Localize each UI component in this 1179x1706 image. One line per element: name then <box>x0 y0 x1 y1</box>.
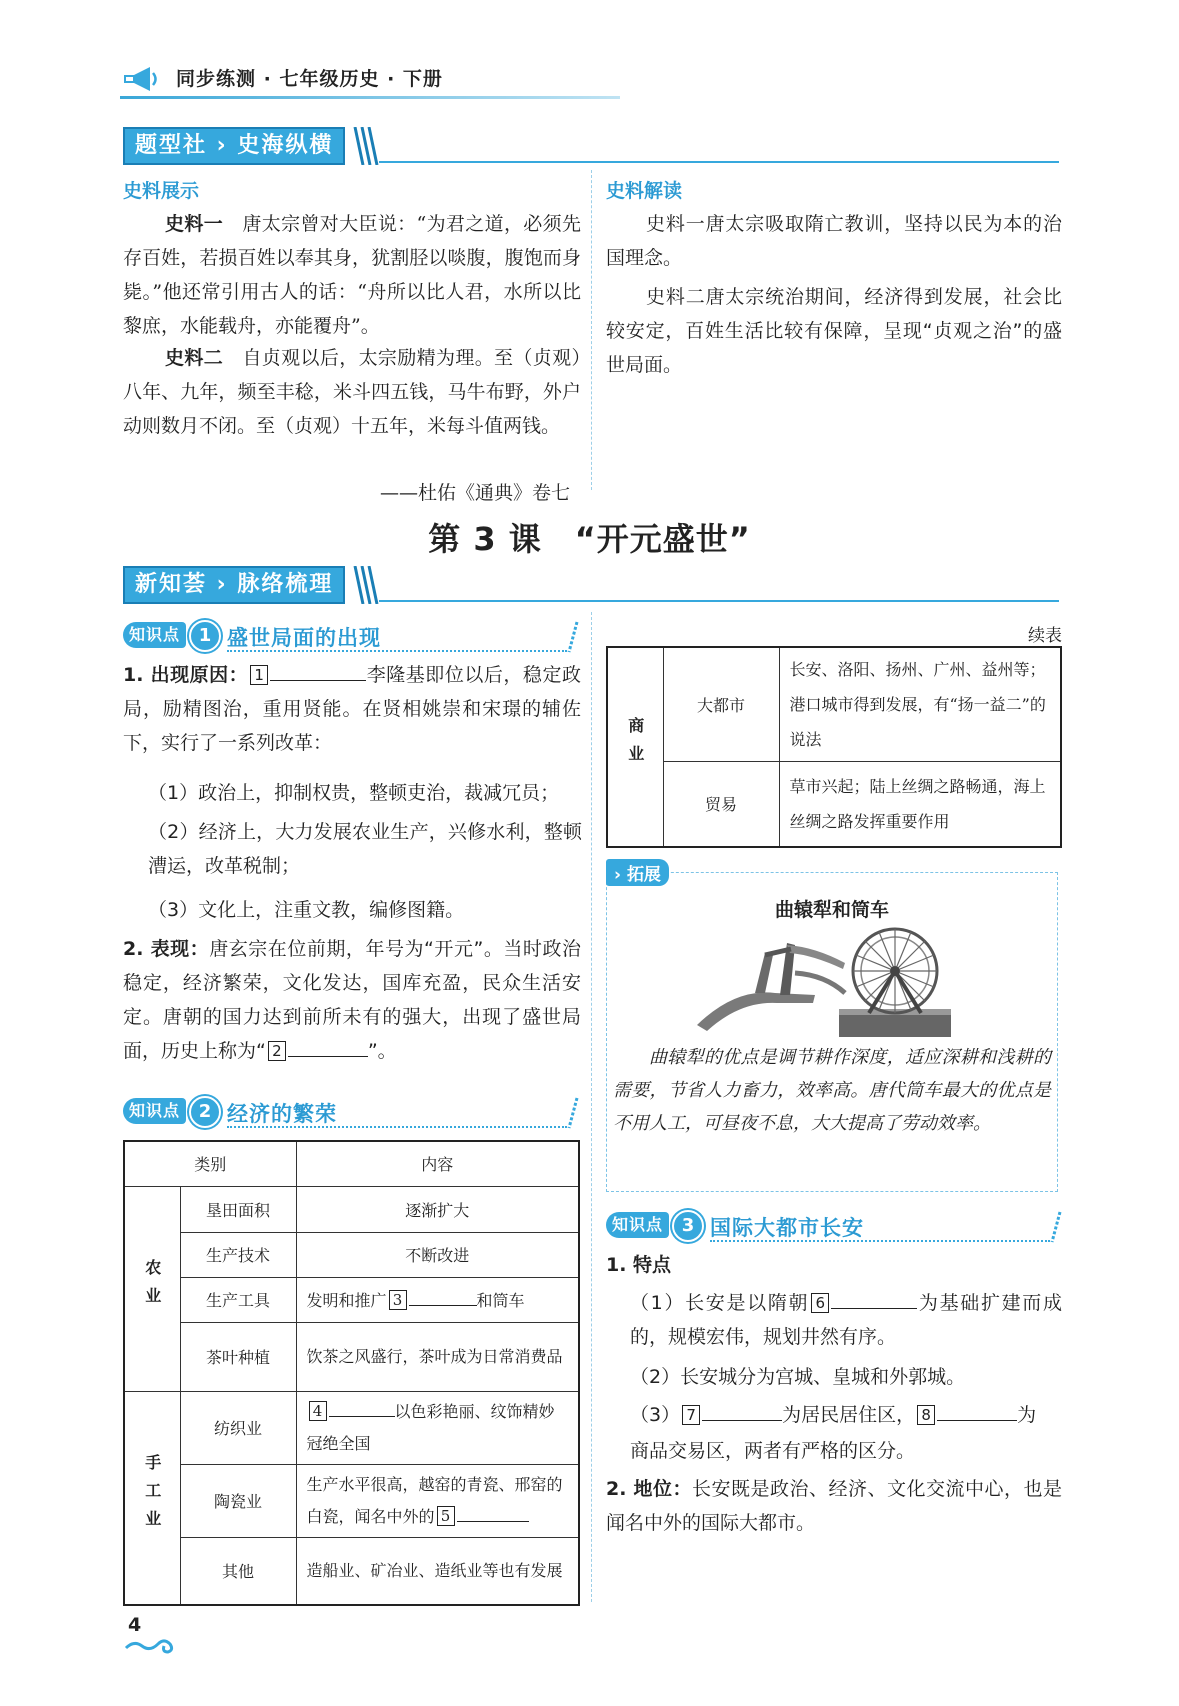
cell-text: 和筒车 <box>476 1291 525 1310</box>
source-one <box>123 207 581 343</box>
kp-title: 经济的繁荣 <box>227 1102 337 1126</box>
page-header <box>120 58 640 98</box>
blank-number: 7 <box>682 1405 700 1425</box>
knowledge-point-2 <box>123 1096 578 1128</box>
section-banner-knowledge <box>123 566 1058 604</box>
table-cell: 纺织业 <box>180 1391 296 1464</box>
water-wheel-image <box>839 925 951 1037</box>
category-cell <box>124 1186 180 1391</box>
table-cell: 贸易 <box>663 762 779 847</box>
extension-title: 曲辕犁和筒车 <box>774 899 889 921</box>
banner-rule <box>379 161 1059 163</box>
answer-blank[interactable] <box>937 1420 1017 1421</box>
table-header: 内容 <box>296 1141 579 1186</box>
feature-c-text2: 为居民居住区， <box>782 1404 916 1426</box>
table-row <box>607 647 1061 762</box>
status-paragraph <box>606 1472 1062 1540</box>
table-cell: 不断改进 <box>296 1232 579 1277</box>
subhead-interpretation: 史料解读 <box>606 180 683 202</box>
cell-text: 发明和推广 <box>306 1291 387 1310</box>
feature-a-text: （1）长安是以隋朝 <box>630 1292 810 1314</box>
source-two <box>123 341 581 443</box>
extension-box <box>606 865 1058 1192</box>
kp-tag: 知识点 <box>606 1212 669 1238</box>
answer-blank[interactable] <box>831 1308 917 1309</box>
table-cell <box>296 1464 579 1537</box>
table-row <box>124 1277 579 1322</box>
table-cell <box>296 1277 579 1322</box>
kp-tag: 知识点 <box>123 622 186 648</box>
feature-b: （2）长安城分为宫城、皇城和外郭城。 <box>630 1366 966 1388</box>
kp-number: 1 <box>189 620 221 652</box>
commerce-table <box>606 646 1062 848</box>
interpretation-one: 史料一唐太宗吸取隋亡教训，坚持以民为本的治国理念。 <box>606 213 1062 269</box>
table-cell: 陶瓷业 <box>180 1464 296 1537</box>
kp-title: 盛世局面的出现 <box>227 626 381 650</box>
extension-tag-text: 拓展 <box>626 865 661 885</box>
kp-underline <box>710 1240 1050 1242</box>
feature-a <box>630 1286 1062 1354</box>
table-row <box>124 1537 579 1605</box>
table-row <box>124 1232 579 1277</box>
reason-text: 李隆基即位以后，稳定政局，励精图治，重用贤能。在贤相姚崇和宋璟的辅佐下，实行了一系列改革： <box>123 664 581 754</box>
status-label: 2. 地位： <box>606 1478 693 1500</box>
performance-text: 唐玄宗在位前期，年号为“开元”。当时政治稳定，经济繁荣，文化发达，国库充盈，民众生活安定。唐朝的国力达到前所未有的强大，出现了盛世局面，历史上称为“ <box>123 938 581 1062</box>
blank-number: 4 <box>309 1401 327 1421</box>
banner-label: 新知荟 › 脉络梳理 <box>123 566 345 604</box>
table-cell: 逐渐扩大 <box>296 1186 579 1232</box>
blank-number: 1 <box>250 665 268 685</box>
blank-number: 3 <box>389 1290 407 1310</box>
header-rule <box>120 96 620 99</box>
kp-number: 2 <box>189 1096 221 1128</box>
category-cell <box>607 647 663 847</box>
table-row <box>124 1391 579 1464</box>
extension-text: 曲辕犁的优点是调节耕作深度，适应深耕和浅耕的需要，节省人力畜力，效率高。唐代筒车最大的优点是不用人工，可昼夜不息，大大提高了劳动效率。 <box>613 1047 1051 1134</box>
table-cell: 茶叶种植 <box>180 1322 296 1391</box>
source-one-text: 唐太宗曾对大臣说：“为君之道，必须先存百姓，若损百姓以奉其身，犹割胫以啖腹，腹饱而身毙。”他还常引用古人的话：“舟所以比人君，水所以比黎庶，水能载舟，亦能覆舟”。 <box>123 213 581 337</box>
table-cell: 造船业、矿冶业、造纸业等也有发展 <box>296 1537 579 1605</box>
status-text: 长安既是政治、经济、文化交流中心，也是闻名中外的国际大都市。 <box>606 1478 1062 1534</box>
reason-label: 1. 出现原因： <box>123 664 249 686</box>
table-cell: 草市兴起；陆上丝绸之路畅通，海上丝绸之路发挥重要作用 <box>779 762 1061 847</box>
blank-number: 5 <box>437 1506 455 1526</box>
lesson-title: 第 3 课 “开元盛世” <box>428 520 751 558</box>
category-commerce: 商业 <box>625 716 645 773</box>
table-cell: 生产工具 <box>180 1277 296 1322</box>
kp-title: 国际大都市长安 <box>710 1216 864 1240</box>
pen-icon <box>565 620 581 654</box>
table-cell: 大都市 <box>663 647 779 762</box>
performance-end: ”。 <box>367 1040 397 1062</box>
economy-table <box>123 1140 580 1606</box>
answer-blank[interactable] <box>288 1056 368 1057</box>
pen-icon <box>1048 1210 1064 1244</box>
table-cell: 其他 <box>180 1537 296 1605</box>
answer-blank[interactable] <box>270 680 366 681</box>
table-row <box>124 1322 579 1391</box>
performance-label: 2. 表现： <box>123 938 210 960</box>
feature-c <box>630 1398 1062 1432</box>
cell-text: 以色彩艳丽、纹饰精妙冠绝全国 <box>306 1401 555 1453</box>
answer-blank[interactable] <box>329 1416 395 1417</box>
blank-number: 8 <box>917 1405 935 1425</box>
wave-ornament-icon <box>124 1634 180 1656</box>
megaphone-icon <box>120 64 160 98</box>
header-title: 同步练测 · 七年级历史 · 下册 <box>176 68 443 90</box>
feature-c-cont: 商品交易区，两者有严格的区分。 <box>630 1440 916 1462</box>
answer-blank[interactable] <box>457 1521 529 1522</box>
feature-c-text: （3） <box>630 1404 681 1426</box>
banner-label: 题型社 › 史海纵横 <box>123 127 345 165</box>
source-two-label: 史料二 <box>165 347 224 369</box>
table-header: 类别 <box>124 1141 296 1186</box>
column-divider <box>591 170 592 490</box>
plough-image <box>695 933 855 1033</box>
reform-economy <box>148 815 582 883</box>
banner-rule <box>379 600 1059 602</box>
page-number: 4 <box>128 1614 142 1636</box>
table-continued-label: 续表 <box>1028 626 1062 646</box>
blank-number: 2 <box>268 1041 286 1061</box>
reform-economy-text: （2）经济上，大力发展农业生产，兴修水利，整顿漕运，改革税制； <box>148 821 582 877</box>
table-header-row <box>124 1141 579 1186</box>
stripes-icon <box>353 127 379 165</box>
extension-tag: › 拓展 <box>606 859 669 886</box>
category-agriculture: 农业 <box>142 1258 162 1315</box>
knowledge-point-3 <box>606 1210 1061 1242</box>
source-one-label: 史料一 <box>165 213 224 235</box>
reform-politics: （1）政治上，抑制权贵，整顿吏治，裁减冗员； <box>148 782 560 804</box>
answer-blank[interactable] <box>702 1420 782 1421</box>
blank-number: 6 <box>811 1293 829 1313</box>
pen-icon <box>565 1096 581 1130</box>
table-cell: 生产技术 <box>180 1232 296 1277</box>
section-banner-history <box>123 127 1058 165</box>
feature-label: 1. 特点 <box>606 1254 672 1276</box>
kp-number: 3 <box>672 1210 704 1242</box>
source-citation: ——杜佑《通典》卷七 <box>380 482 571 504</box>
source-two-text: 自贞观以后，太宗励精为理。至（贞观）八年、九年，频至丰稔，米斗四五钱，马牛布野，外户动则数月不闭。至（贞观）十五年，米每斗值两钱。 <box>123 347 581 437</box>
kp-underline <box>227 650 567 652</box>
table-row <box>124 1186 579 1232</box>
cell-text: 生产水平很高，越窑的青瓷、邢窑的白瓷，闻名中外的 <box>306 1474 563 1526</box>
stripes-icon <box>353 566 379 604</box>
feature-c-text3: 为 <box>1017 1404 1037 1426</box>
reason-paragraph <box>123 658 581 760</box>
category-cell <box>124 1391 180 1605</box>
table-row <box>124 1464 579 1537</box>
interpretation-two: 史料二唐太宗统治期间，经济得到发展，社会比较安定，百姓生活比较有保障，呈现“贞观之治”的盛世局面。 <box>606 286 1062 376</box>
answer-blank[interactable] <box>409 1305 477 1306</box>
performance-paragraph <box>123 932 581 1068</box>
subhead-source: 史料展示 <box>123 180 200 202</box>
kp-underline <box>227 1126 567 1128</box>
table-row <box>607 762 1061 847</box>
knowledge-point-1 <box>123 620 578 652</box>
reform-culture: （3）文化上，注重文教，编修图籍。 <box>148 899 465 921</box>
column-divider <box>591 612 592 1602</box>
table-cell: 垦田面积 <box>180 1186 296 1232</box>
table-cell: 饮茶之风盛行，茶叶成为日常消费品 <box>296 1322 579 1391</box>
feature-a-text2: 为基础扩建而成的，规模宏伟，规划井然有序。 <box>630 1292 1062 1348</box>
category-handicraft: 手工业 <box>142 1453 162 1538</box>
table-cell: 长安、洛阳、扬州、广州、益州等；港口城市得到发展，有“扬一益二”的说法 <box>779 647 1061 762</box>
table-cell <box>296 1391 579 1464</box>
kp-tag: 知识点 <box>123 1098 186 1124</box>
